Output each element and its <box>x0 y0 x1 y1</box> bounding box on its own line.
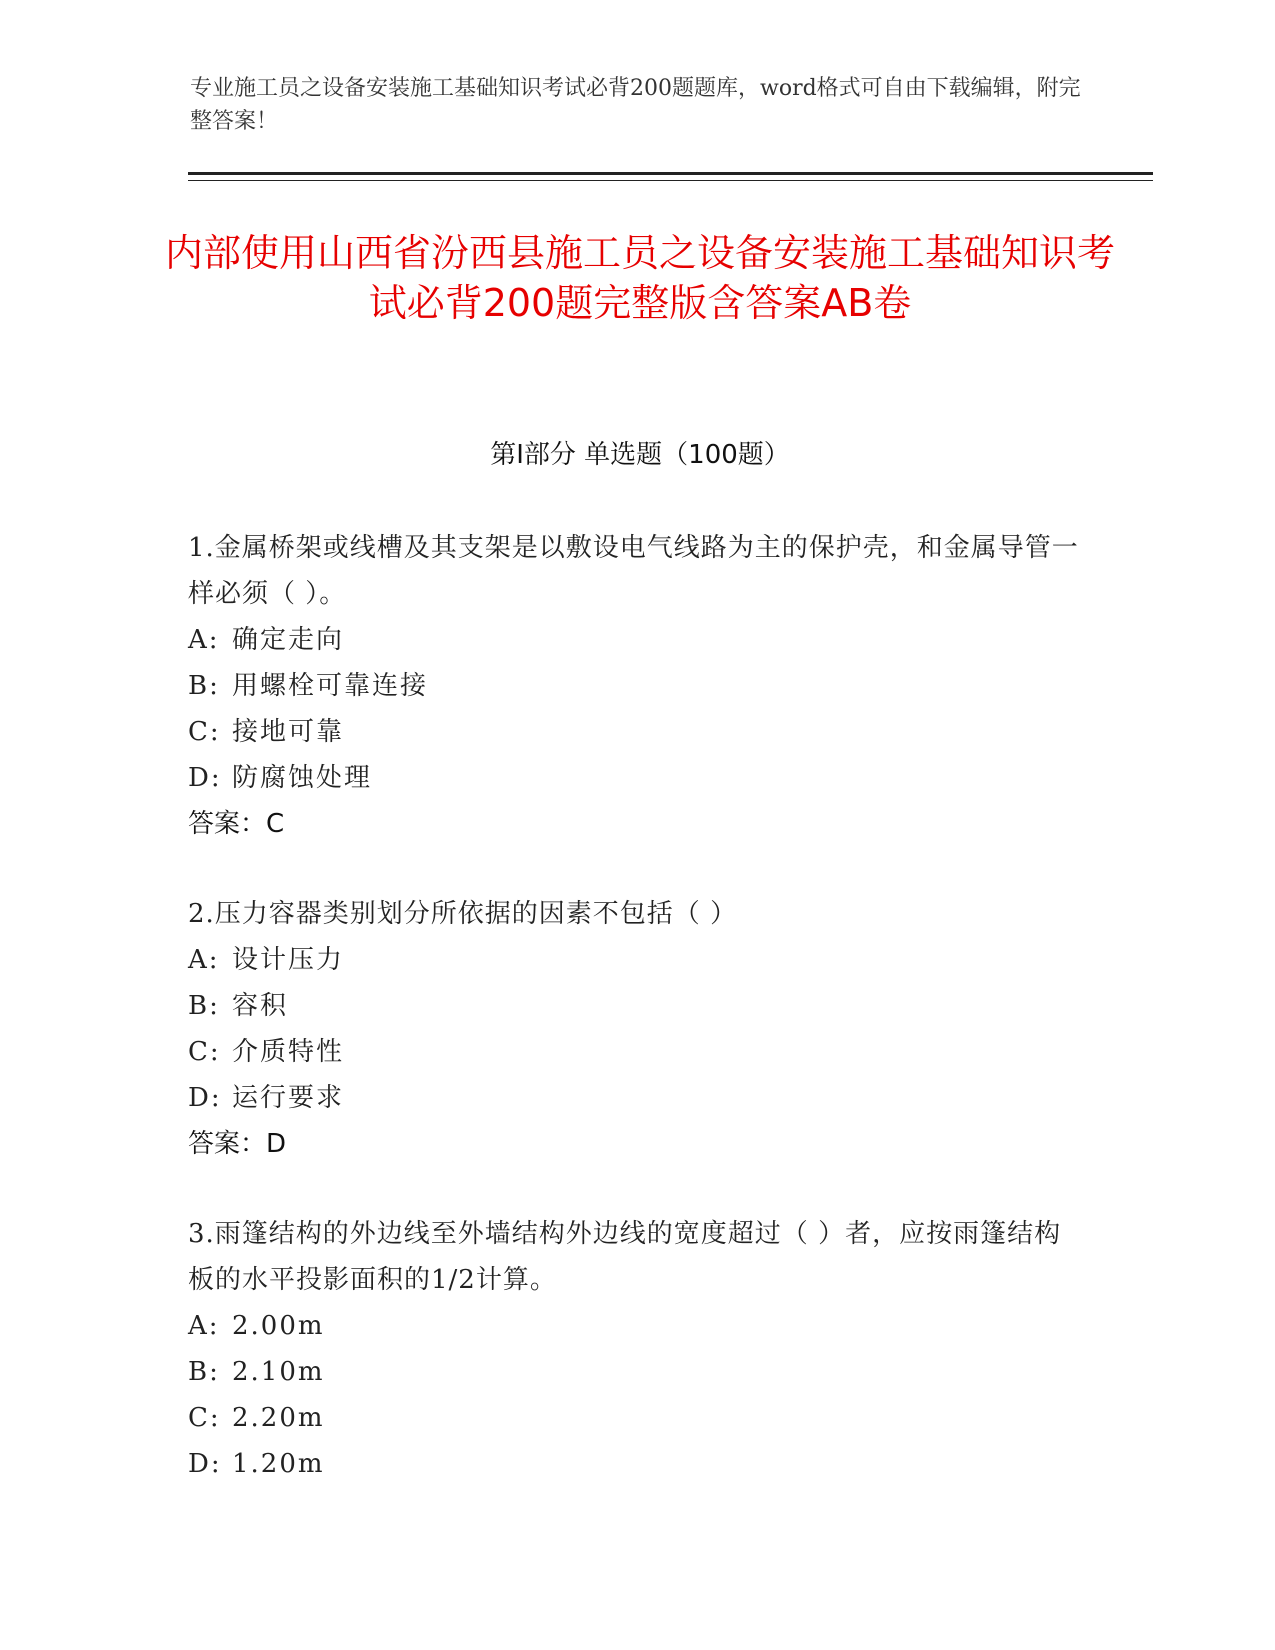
option-key: B: <box>188 1357 220 1387</box>
option-d <box>188 1441 1088 1487</box>
option-text: 防腐蚀处理 <box>232 763 373 793</box>
header-rule-thin <box>188 180 1153 181</box>
option-c <box>188 1029 1088 1075</box>
question-3 <box>188 1211 1088 1487</box>
header-rule-thick <box>188 172 1153 175</box>
option-c <box>188 1395 1088 1441</box>
option-text: 2.20m <box>232 1403 325 1433</box>
option-a <box>188 1303 1088 1349</box>
option-b <box>188 983 1088 1029</box>
option-b <box>188 1349 1088 1395</box>
option-key: B: <box>188 671 220 701</box>
question-1 <box>188 525 1088 847</box>
option-text: 设计压力 <box>232 945 345 975</box>
option-key: B: <box>188 991 220 1021</box>
question-stem: 2.压力容器类别划分所依据的因素不包括（ ） <box>188 899 738 929</box>
section-heading: 第Ⅰ部分 单选题（100题） <box>490 440 790 470</box>
question-2 <box>188 891 1088 1167</box>
option-text: 1.20m <box>232 1449 325 1479</box>
option-a <box>188 617 1088 663</box>
option-b <box>188 663 1088 709</box>
document-title: 内部使用山西省汾西县施工员之设备安装施工基础知识考试必背200题完整版含答案AB卷 <box>164 231 1115 325</box>
option-key: A: <box>188 945 220 975</box>
answer-line: 答案：C <box>188 809 285 839</box>
option-c <box>188 709 1088 755</box>
option-key: C: <box>188 1037 221 1067</box>
option-key: D: <box>188 1083 222 1113</box>
option-key: A: <box>188 1311 220 1341</box>
option-text: 容积 <box>232 991 289 1021</box>
option-key: D: <box>188 763 222 793</box>
option-d <box>188 1075 1088 1121</box>
option-text: 2.10m <box>232 1357 325 1387</box>
question-stem: 3.雨篷结构的外边线至外墙结构外边线的宽度超过（ ）者，应按雨篷结构板的水平投影面积的1/2计算。 <box>188 1219 1062 1295</box>
option-key: C: <box>188 717 221 747</box>
option-text: 接地可靠 <box>232 717 345 747</box>
option-text: 用螺栓可靠连接 <box>232 671 429 701</box>
answer-line: 答案：D <box>188 1129 287 1159</box>
option-a <box>188 937 1088 983</box>
option-text: 介质特性 <box>232 1037 345 1067</box>
option-key: D: <box>188 1449 222 1479</box>
question-stem: 1.金属桥架或线槽及其支架是以敷设电气线路为主的保护壳，和金属导管一样必须（ ）。 <box>188 533 1079 609</box>
question-list <box>188 525 1088 1531</box>
option-key: C: <box>188 1403 221 1433</box>
option-text: 2.00m <box>232 1311 325 1341</box>
option-text: 确定走向 <box>232 625 345 655</box>
option-d <box>188 755 1088 801</box>
header-note: 专业施工员之设备安装施工基础知识考试必背200题题库，word格式可自由下载编辑，附完整答案！ <box>190 76 1081 134</box>
option-text: 运行要求 <box>232 1083 345 1113</box>
option-key: A: <box>188 625 220 655</box>
